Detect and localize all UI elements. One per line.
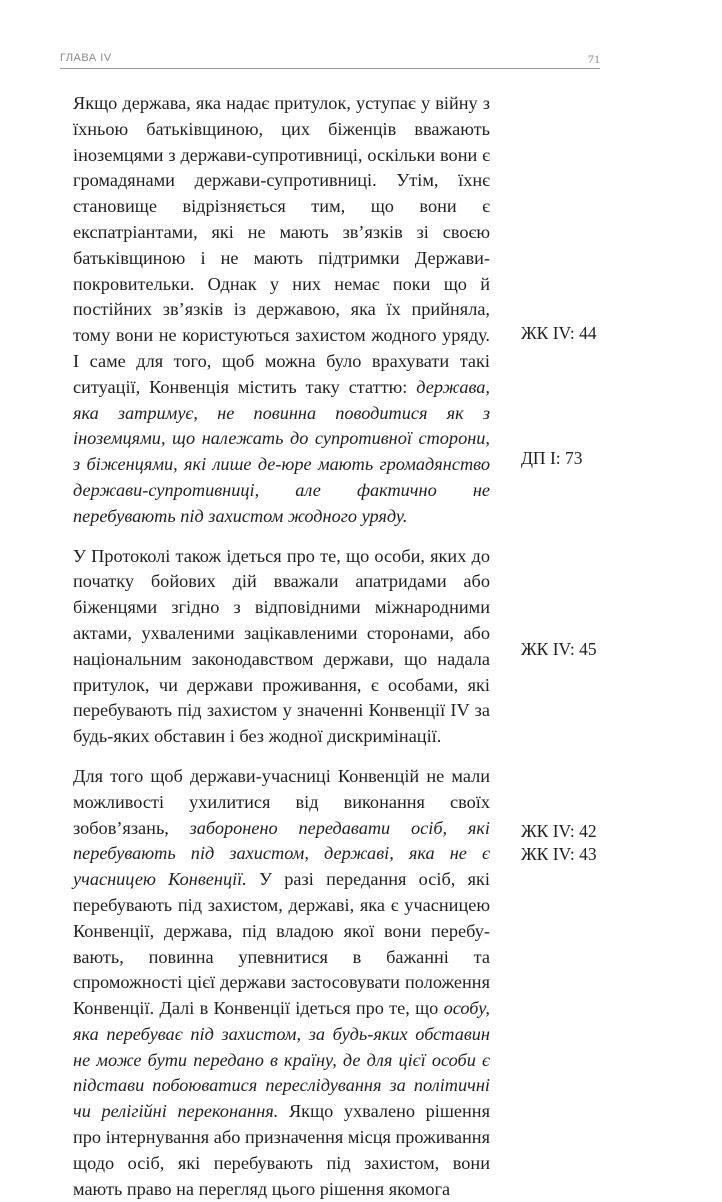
main-text-column	[73, 91, 490, 1202]
paragraph-protocol	[73, 544, 490, 750]
margin-reference: ЖК IV: 44	[521, 323, 597, 343]
paragraph-text: Для того щоб держави-учасниці Конвенцій не мали можливості ухилитися від виконання своїх зобов’язань,	[73, 765, 490, 838]
paragraph-text: У разі передання осіб, які перебувають під захистом, державі, яка є учасницею Конвенції, держава, під владою якої вони перебувають, повинна упевнитися в бажанні та спроможності цієї держави застосовувати положення Конвенції. Далі в Конвенції ідеться про те, що	[73, 869, 490, 1019]
running-header	[60, 52, 600, 69]
margin-reference: ЖК IV: 43	[521, 844, 597, 864]
italic-quote: заборонено передавати осіб, які перебувають під захистом, державі, яка не є учасницею Конвенції.	[73, 817, 491, 890]
paragraph-refugees	[73, 91, 490, 530]
paragraph-transfer	[73, 764, 490, 1202]
paragraph-text: У Протоколі також ідеться про те, що особи, яких до початку бойових дій вважали апатридами або біженцями згідно з відповідними міжнародними актами, ухваленими зацікавленими сторонами, або національним законодавством держави, що надала притулок, чи держави проживання, є особами, які перебувають під захистом у значенні Конвенції IV за будь-яких обставин і без жодної дискримінації.	[73, 545, 490, 747]
paragraph-text: Якщо держава, яка надає притулок, уступає у війну з їхньою батьківщиною, цих біженців вважають іноземцями з держави-супротивниці, оскільки вони є громадянами держави-супротивниці. Утім, їхнє становище відрізняється тим, що вони є експатріантами, які не мають зв’язків зі своєю батьківщиною і не мають підтримки Держави-покровительки. Однак у них немає поки що й постійних зв’язків із державою, яка їх прийняла, тому вони не користуються захистом жодного уряду. І саме для того, щоб можна було врахувати такі ситуації, Конвенція містить таку статтю:	[73, 93, 490, 397]
margin-reference: ЖК IV: 45	[521, 639, 597, 659]
page-number: 71	[588, 52, 600, 66]
paragraph-text: Якщо ухвалено рішення про інтернування або призначення місця проживання щодо осіб, які перебувають під захистом, вони мають право на перегляд цього рішення якомога	[73, 1101, 491, 1199]
italic-quote: держава, яка затримує, не повинна поводитися як з іноземцями, що належать до супротивної сторони, з біженцями, які лише де-юре мають громадянство держави-супротивниці, але фактично не перебувають під захистом жодного уряду.	[73, 376, 490, 526]
margin-reference: ЖК IV: 42	[521, 821, 597, 841]
italic-quote: особу, яка перебуває під захистом, за будь-яких обставин не може бути передано в країну, де для цієї особи є підстави побоюватися переслідування за політичні чи релігійні переконання.	[73, 998, 490, 1122]
chapter-title: ГЛАВА IV	[60, 52, 112, 64]
margin-reference: ДП I: 73	[521, 448, 583, 468]
